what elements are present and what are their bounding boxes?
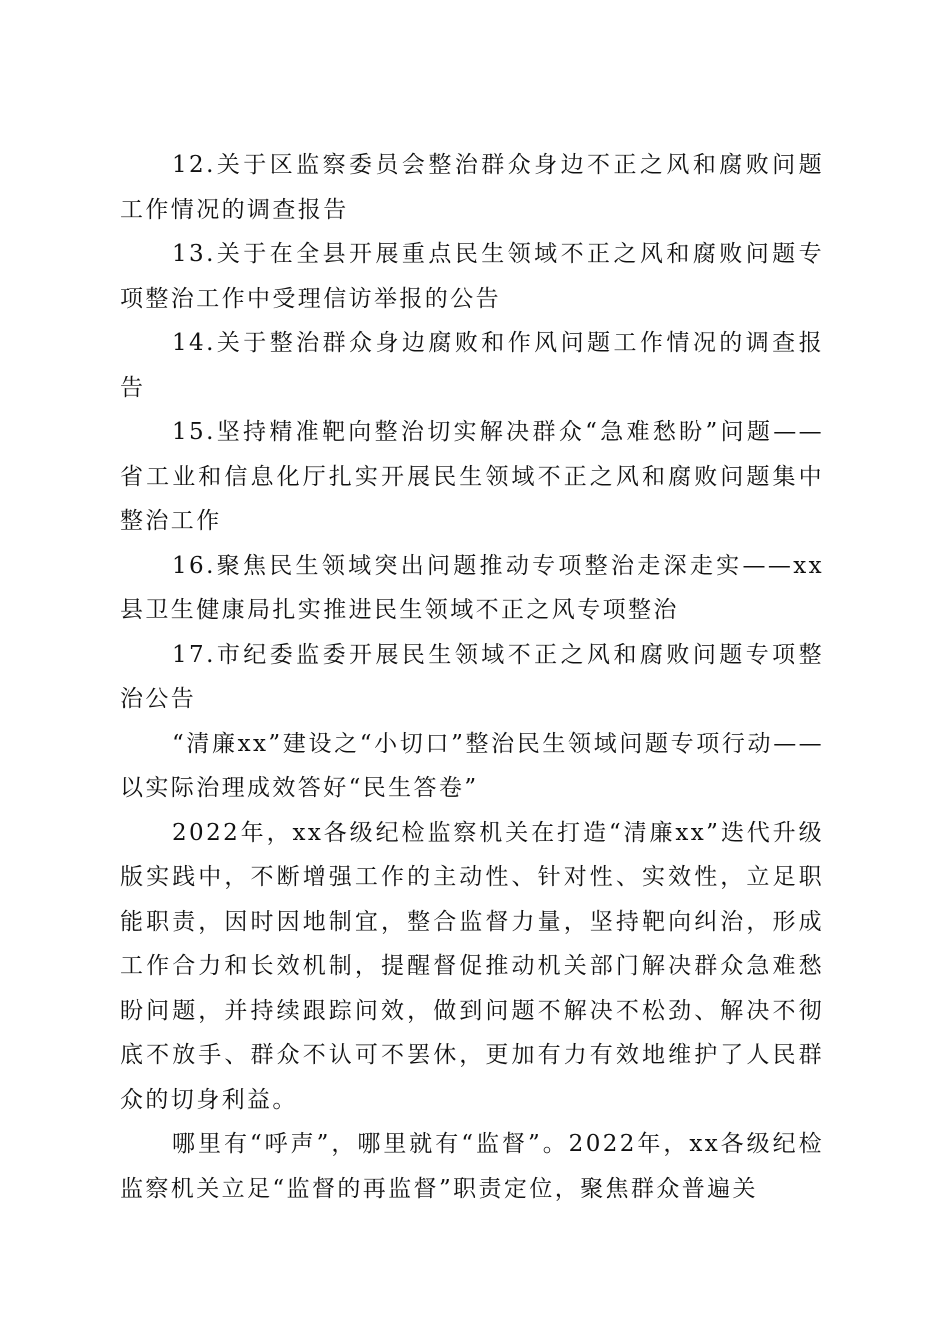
list-item-15: 15.坚持精准靶向整治切实解决群众“急难愁盼”问题——省工业和信息化厅扎实开展民生领域不正之风和腐败问题集中整治工作 xyxy=(120,419,824,534)
document-body xyxy=(120,143,824,1211)
list-item-13: 13.关于在全县开展重点民生领域不正之风和腐败问题专项整治工作中受理信访举报的公告 xyxy=(120,241,824,312)
list-item-16: 16.聚焦民生领域突出问题推动专项整治走深走实——xx县卫生健康局扎实推进民生领域不正之风专项整治 xyxy=(120,552,824,623)
list-item-17: 17.市纪委监委开展民生领域不正之风和腐败问题专项整治公告 xyxy=(120,641,824,712)
list-item-14: 14.关于整治群众身边腐败和作风问题工作情况的调查报告 xyxy=(120,330,824,401)
body-paragraph: 2022年，xx各级纪检监察机关在打造“清廉xx”迭代升级版实践中，不断增强工作的主动性、针对性、实效性，立足职能职责，因时因地制宜，整合监督力量，坚持靶向纠治，形成工作合力和长效机制，提醒督促推动机关部门解决群众急难愁盼问题，并持续跟踪问效，做到问题不解决不松劲、解决不彻底不放手、群众不认可不罢休，更加有力有效地维护了人民群众的切身利益。 xyxy=(120,819,824,1113)
list-item-12: 12.关于区监察委员会整治群众身边不正之风和腐败问题工作情况的调查报告 xyxy=(120,152,824,223)
body-paragraph: 哪里有“呼声”，哪里就有“监督”。2022年，xx各级纪检监察机关立足“监督的再监督”职责定位，聚焦群众普遍关 xyxy=(120,1131,824,1202)
article-title: “清廉xx”建设之“小切口”整治民生领域问题专项行动——以实际治理成效答好“民生答卷” xyxy=(120,730,824,801)
